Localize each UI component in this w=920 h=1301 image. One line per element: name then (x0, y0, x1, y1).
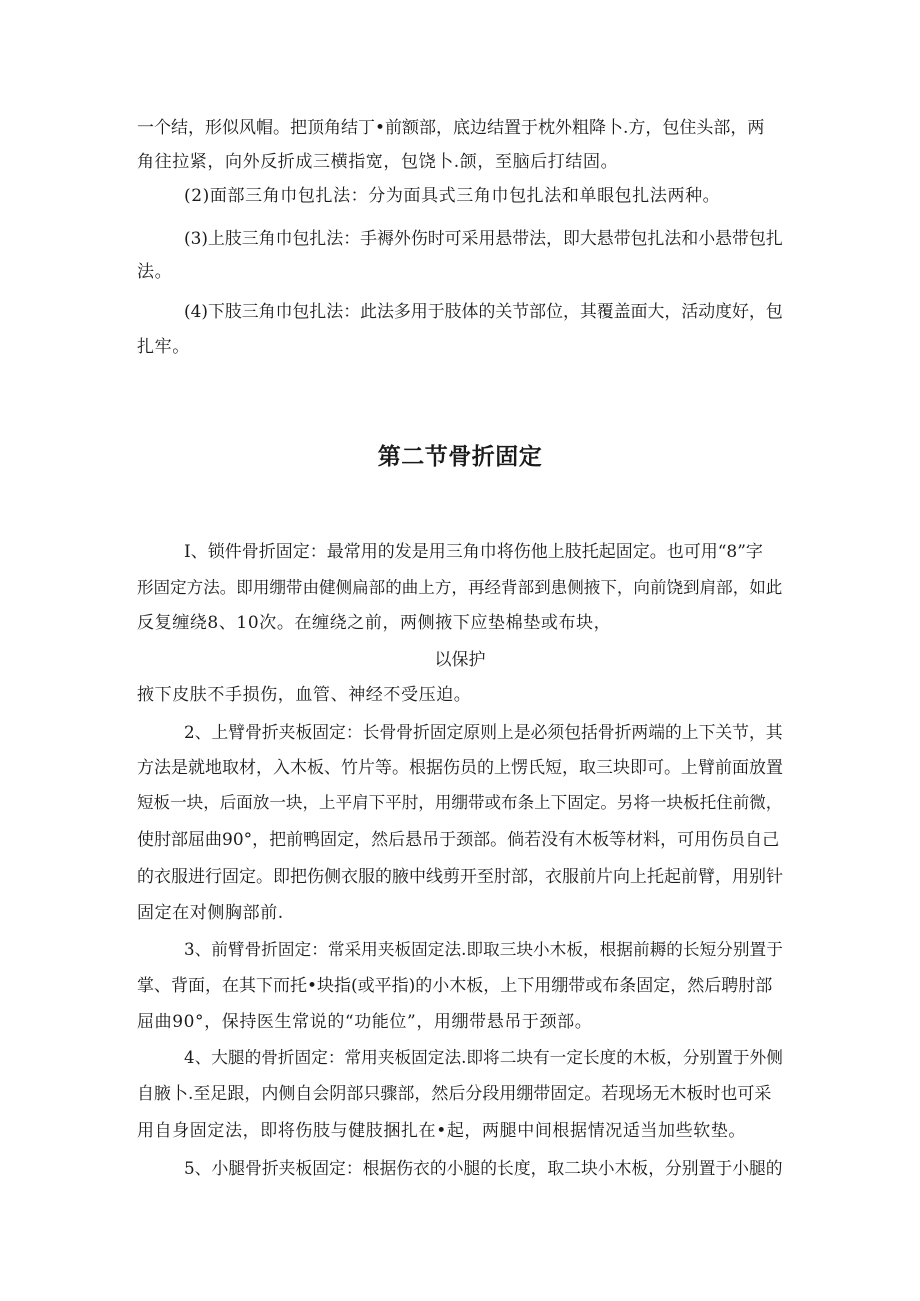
paragraph-line: 方法是就地取材，入木板、竹片等。根据伤员的上愣氏短，取三块即可。上臂前面放置 (137, 758, 783, 778)
paragraph-line: I、锁件骨折固定：最常用的发是用三角巾将伤他上肢托起固定。也可用“8”字 (184, 542, 763, 562)
paragraph-line: 2、上臂骨折夹板固定：长骨骨折固定原则上是必须包括骨折两端的上下关节，其 (184, 722, 783, 742)
paragraph-line: 自腋卜.至足跟，内侧自会阴部只骤部，然后分段用绷带固定。若现场无木板时也可采 (137, 1084, 772, 1104)
paragraph-line: 的衣服进行固定。即把伤侧衣服的腋中线剪开至肘部，衣服前片向上托起前臂，用别针 (137, 867, 783, 887)
paragraph-line: 使肘部屈曲90°，把前鸭固定，然后悬吊于颈部。倘若没有木板等材料，可用伤员自己 (137, 830, 780, 850)
paragraph-line-centered: 以保护 (434, 650, 486, 670)
paragraph-line: 屈曲90°，保持医生常说的“功能位”，用绷带悬吊于颈部。 (137, 1012, 593, 1032)
paragraph-line: 扎牢。 (137, 337, 190, 357)
paragraph-line: 固定在对侧胸部前. (137, 903, 284, 923)
paragraph-line: 3、前臂骨折固定：常采用夹板固定法.即取三块小木板，根据前耨的长短分别置于 (184, 940, 783, 959)
paragraph-line: 角往拉紧，向外反折成三横指宽，包饶卜.颌，至脑后打结固。 (137, 152, 619, 172)
paragraph-line: (4)下肢三角巾包扎法：此法多用于肢体的关节部位，其覆盖面大，活动度好，包 (184, 301, 783, 321)
paragraph-line: 反复缠绕8、10次。在缠绕之前，两侧掖下应垫棉垫或布块， (137, 613, 612, 633)
paragraph-line: 用自身固定法，即将伤肢与健肢捆扎在•起，两腿中间根据情况适当加些软垫。 (137, 1121, 747, 1141)
paragraph-line: 法。 (137, 262, 173, 282)
paragraph-line: (2)面部三角巾包扎法：分为面具式三角巾包扎法和单眼包扎法两种。 (184, 186, 721, 206)
paragraph-line: 形固定方法。即用绷带由健侧扁部的曲上方，再经背部到患侧掖下，向前饶到肩部，如此 (137, 578, 783, 597)
section-heading: 第二节骨折固定 (377, 444, 543, 470)
paragraph-line: 掖下皮肤不手损伤，血管、神经不受压迫。 (137, 685, 472, 705)
paragraph-line: 4、大腿的骨折固定：常用夹板固定法.即将二块有一定长度的木板，分别置于外侧 (184, 1048, 783, 1067)
paragraph-line: 一个结，形似风帽。把顶角结丁•前额部，底边结置于枕外粗降卜.方，包住头部，两 (137, 118, 765, 138)
paragraph-line: 5、小腿骨折夹板固定：根据伤衣的小腿的长度，取二块小木板，分别置于小腿的 (184, 1158, 783, 1178)
paragraph-line: 掌、背面，在其下而托•块指(或平指)的小木板，上下用绷带或布条固定，然后聘肘部 (137, 976, 773, 996)
paragraph-line: (3)上肢三角巾包扎法：手褥外伤时可采用悬带法，即大悬带包扎法和小悬带包扎 (184, 228, 783, 248)
paragraph-line: 短板一块，后面放一块，上平肩下平肘，用绷带或布条上下固定。另将一块板托住前微， (137, 793, 783, 812)
